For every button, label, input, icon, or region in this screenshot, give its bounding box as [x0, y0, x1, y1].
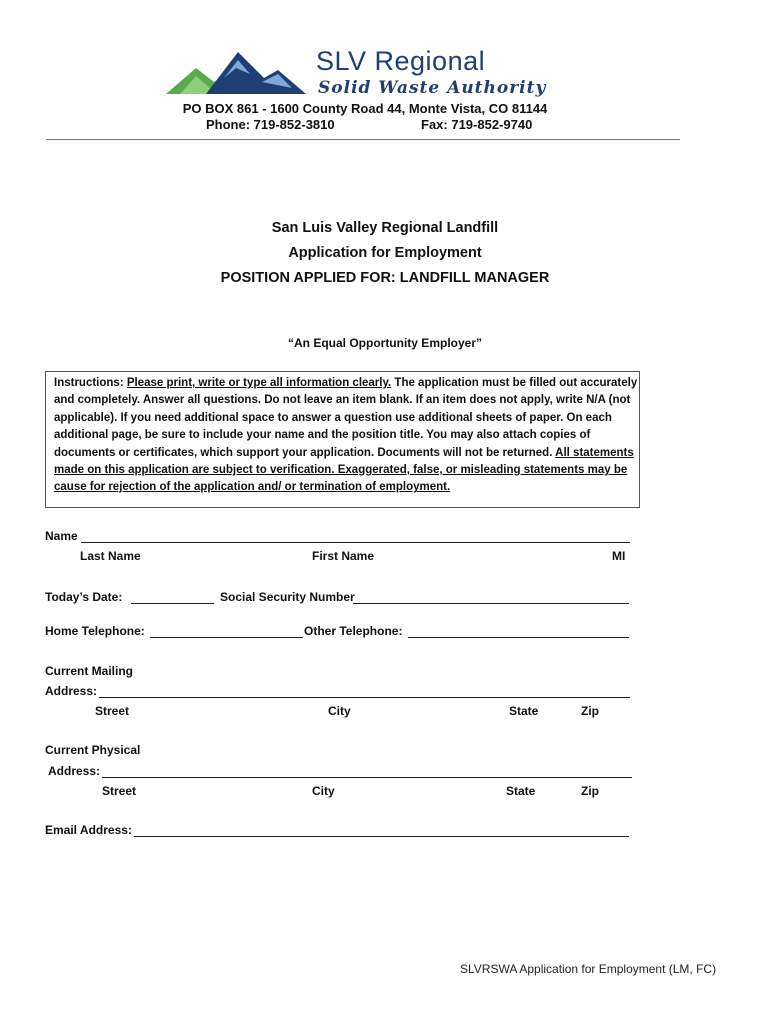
mountain-logo-icon [166, 48, 316, 98]
motto: “An Equal Opportunity Employer” [287, 336, 482, 350]
mailing-address-field[interactable] [99, 697, 630, 698]
mi-caption: MI [612, 549, 626, 563]
email-address-label: Email Address: [45, 823, 132, 837]
physical-state-caption: State [506, 784, 536, 798]
name-field[interactable] [81, 542, 630, 543]
home-telephone-field[interactable] [150, 637, 303, 638]
fax-number: Fax: 719-852-9740 [421, 117, 533, 132]
header-divider [46, 139, 680, 140]
mailing-street-caption: Street [95, 704, 130, 718]
org-name-line2: Solid Waste Authority [318, 78, 547, 98]
page-title: San Luis Valley Regional Landfill [271, 220, 499, 236]
physical-city-caption: City [312, 784, 335, 798]
ssn-label: Social Security Number [220, 590, 355, 604]
todays-date-field[interactable] [131, 603, 214, 604]
mailing-address-label-2: Address: [45, 684, 98, 698]
last-name-caption: Last Name [80, 549, 141, 563]
physical-zip-caption: Zip [581, 784, 599, 798]
physical-address-label: Current Physical [45, 743, 141, 757]
org-name-line1: SLV Regional [316, 46, 486, 76]
page-subtitle: Application for Employment [288, 245, 482, 261]
email-address-field[interactable] [134, 836, 629, 837]
home-telephone-label: Home Telephone: [45, 624, 145, 638]
page-footer: SLVRSWA Application for Employment (LM, FC) [460, 962, 717, 976]
mailing-zip-caption: Zip [581, 704, 599, 718]
mailing-city-caption: City [328, 704, 351, 718]
first-name-caption: First Name [312, 549, 375, 563]
other-telephone-field[interactable] [408, 637, 629, 638]
physical-address-field[interactable] [102, 777, 632, 778]
position-title: POSITION APPLIED FOR: LANDFILL MANAGER [220, 270, 550, 286]
mailing-address-label: Current Mailing [45, 664, 134, 678]
physical-street-caption: Street [102, 784, 137, 798]
other-telephone-label: Other Telephone: [304, 624, 403, 638]
mailing-state-caption: State [509, 704, 539, 718]
instructions-box: Instructions: Please print, write or type all information clearly. The application must be filled out accurately and completely. Answer all questions. Do not leave an item blank. If an item does not apply, write N/A (not applicable). If you need additional space to answer a question use additional sheets of paper. On each additional page, be sure to include your name and the position title. You may also attach copies of documents or certificates, which support your application. Documents will not be returned. All statements made on this application are subject to verification. Exaggerated, false, or misleading statements may be cause for rejection of the application and/ or termination of employment. [45, 371, 640, 508]
phone-number: Phone: 719-852-3810 [206, 117, 335, 132]
todays-date-label: Today’s Date: [45, 590, 123, 604]
org-address: PO BOX 861 - 1600 County Road 44, Monte Vista, CO 81144 [182, 101, 548, 116]
name-label: Name [45, 529, 78, 543]
ssn-field[interactable] [353, 603, 629, 604]
physical-address-label-2: Address: [48, 764, 101, 778]
